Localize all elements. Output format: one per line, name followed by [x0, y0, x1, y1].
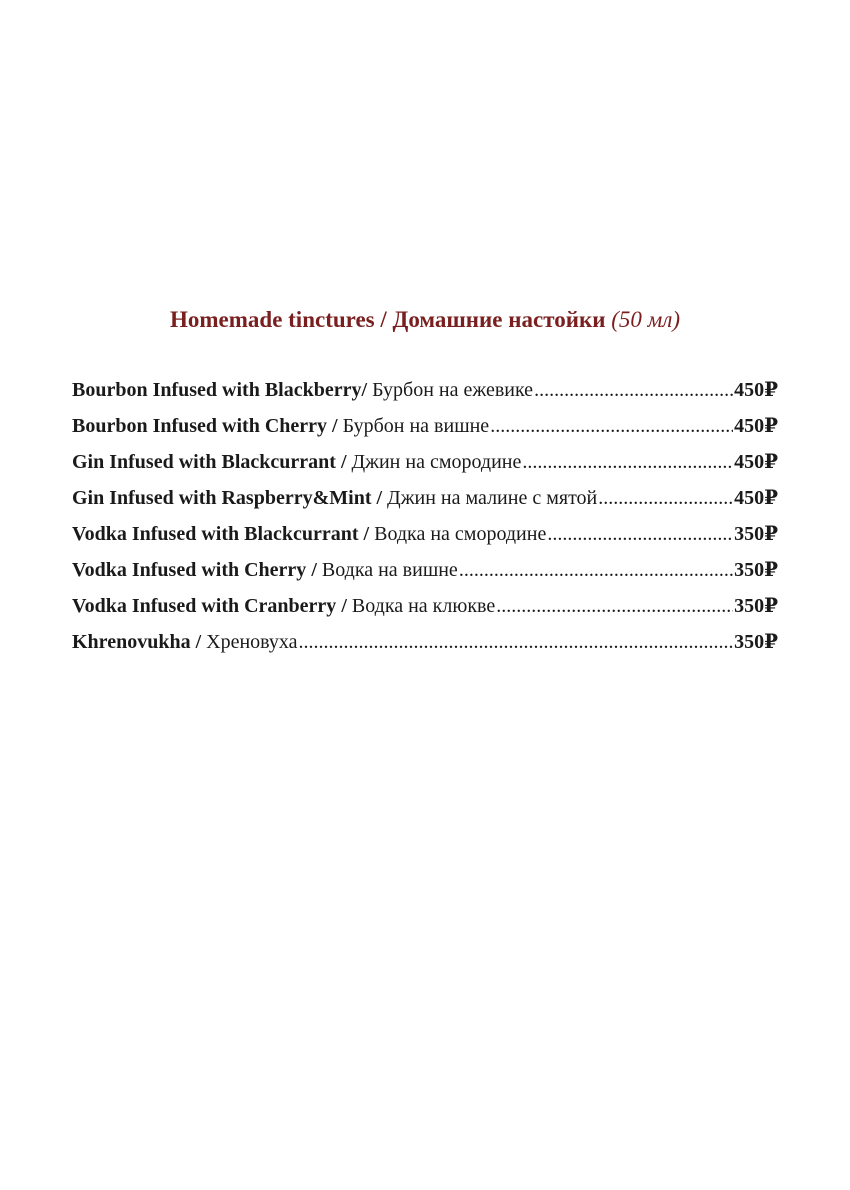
- dot-leader: [490, 408, 733, 444]
- item-name-en: Vodka Infused with Blackcurrant: [72, 523, 359, 545]
- section-title-volume: (50 мл): [611, 307, 681, 332]
- item-name-en: Vodka Infused with Cranberry: [72, 595, 337, 617]
- item-price: 350₽: [734, 595, 778, 617]
- item-name-en: Gin Infused with Raspberry&Mint: [72, 487, 372, 509]
- item-price: 450₽: [734, 379, 778, 401]
- item-price: 350₽: [734, 523, 778, 545]
- section-title: [0, 305, 850, 335]
- item-separator: /: [376, 487, 383, 509]
- item-price: 450₽: [734, 451, 778, 473]
- menu-item: [72, 588, 778, 624]
- item-price: 350₽: [734, 631, 778, 653]
- dot-leader: [459, 552, 733, 588]
- item-name-ru: Водка на клюкве: [351, 595, 496, 617]
- item-price: 450₽: [734, 487, 778, 509]
- item-separator: /: [340, 451, 347, 473]
- item-name-ru: Водка на смородине: [374, 523, 547, 545]
- item-name-ru: Бурбон на ежевике: [372, 379, 534, 401]
- menu-item: [72, 624, 778, 660]
- menu-item: [72, 444, 778, 480]
- menu-item: [72, 372, 778, 408]
- menu-item: [72, 552, 778, 588]
- section-title-text: Homemade tinctures / Домашние настойки: [169, 307, 606, 332]
- dot-leader: [598, 480, 733, 516]
- item-name-en: Vodka Infused with Cherry: [72, 559, 307, 581]
- item-name-ru: Бурбон на вишне: [342, 415, 490, 437]
- item-separator: /: [363, 523, 370, 545]
- item-price: 450₽: [734, 415, 778, 437]
- dot-leader: [522, 444, 733, 480]
- item-name-ru: Водка на вишне: [321, 559, 458, 581]
- dot-leader: [299, 624, 734, 660]
- dot-leader: [534, 372, 733, 408]
- menu-list: [72, 372, 778, 660]
- dot-leader: [547, 516, 733, 552]
- menu-item: [72, 408, 778, 444]
- item-separator: /: [195, 631, 202, 653]
- item-separator: /: [332, 415, 338, 437]
- menu-item: [72, 480, 778, 516]
- item-separator: /: [361, 379, 368, 401]
- item-name-en: Bourbon Infused with Cherry: [72, 415, 328, 437]
- item-name-ru: Джин на малине с мятой: [387, 487, 598, 509]
- item-separator: /: [311, 559, 317, 581]
- menu-item: [72, 516, 778, 552]
- item-name-en: Gin Infused with Blackcurrant: [72, 451, 336, 473]
- item-name-en: Khrenovukha: [72, 631, 191, 653]
- dot-leader: [496, 588, 733, 624]
- item-name-ru: Джин на смородине: [351, 451, 522, 473]
- item-separator: /: [341, 595, 347, 617]
- item-name-en: Bourbon Infused with Blackberry: [72, 379, 362, 401]
- item-price: 350₽: [734, 559, 778, 581]
- item-name-ru: Хреновуха: [206, 631, 298, 653]
